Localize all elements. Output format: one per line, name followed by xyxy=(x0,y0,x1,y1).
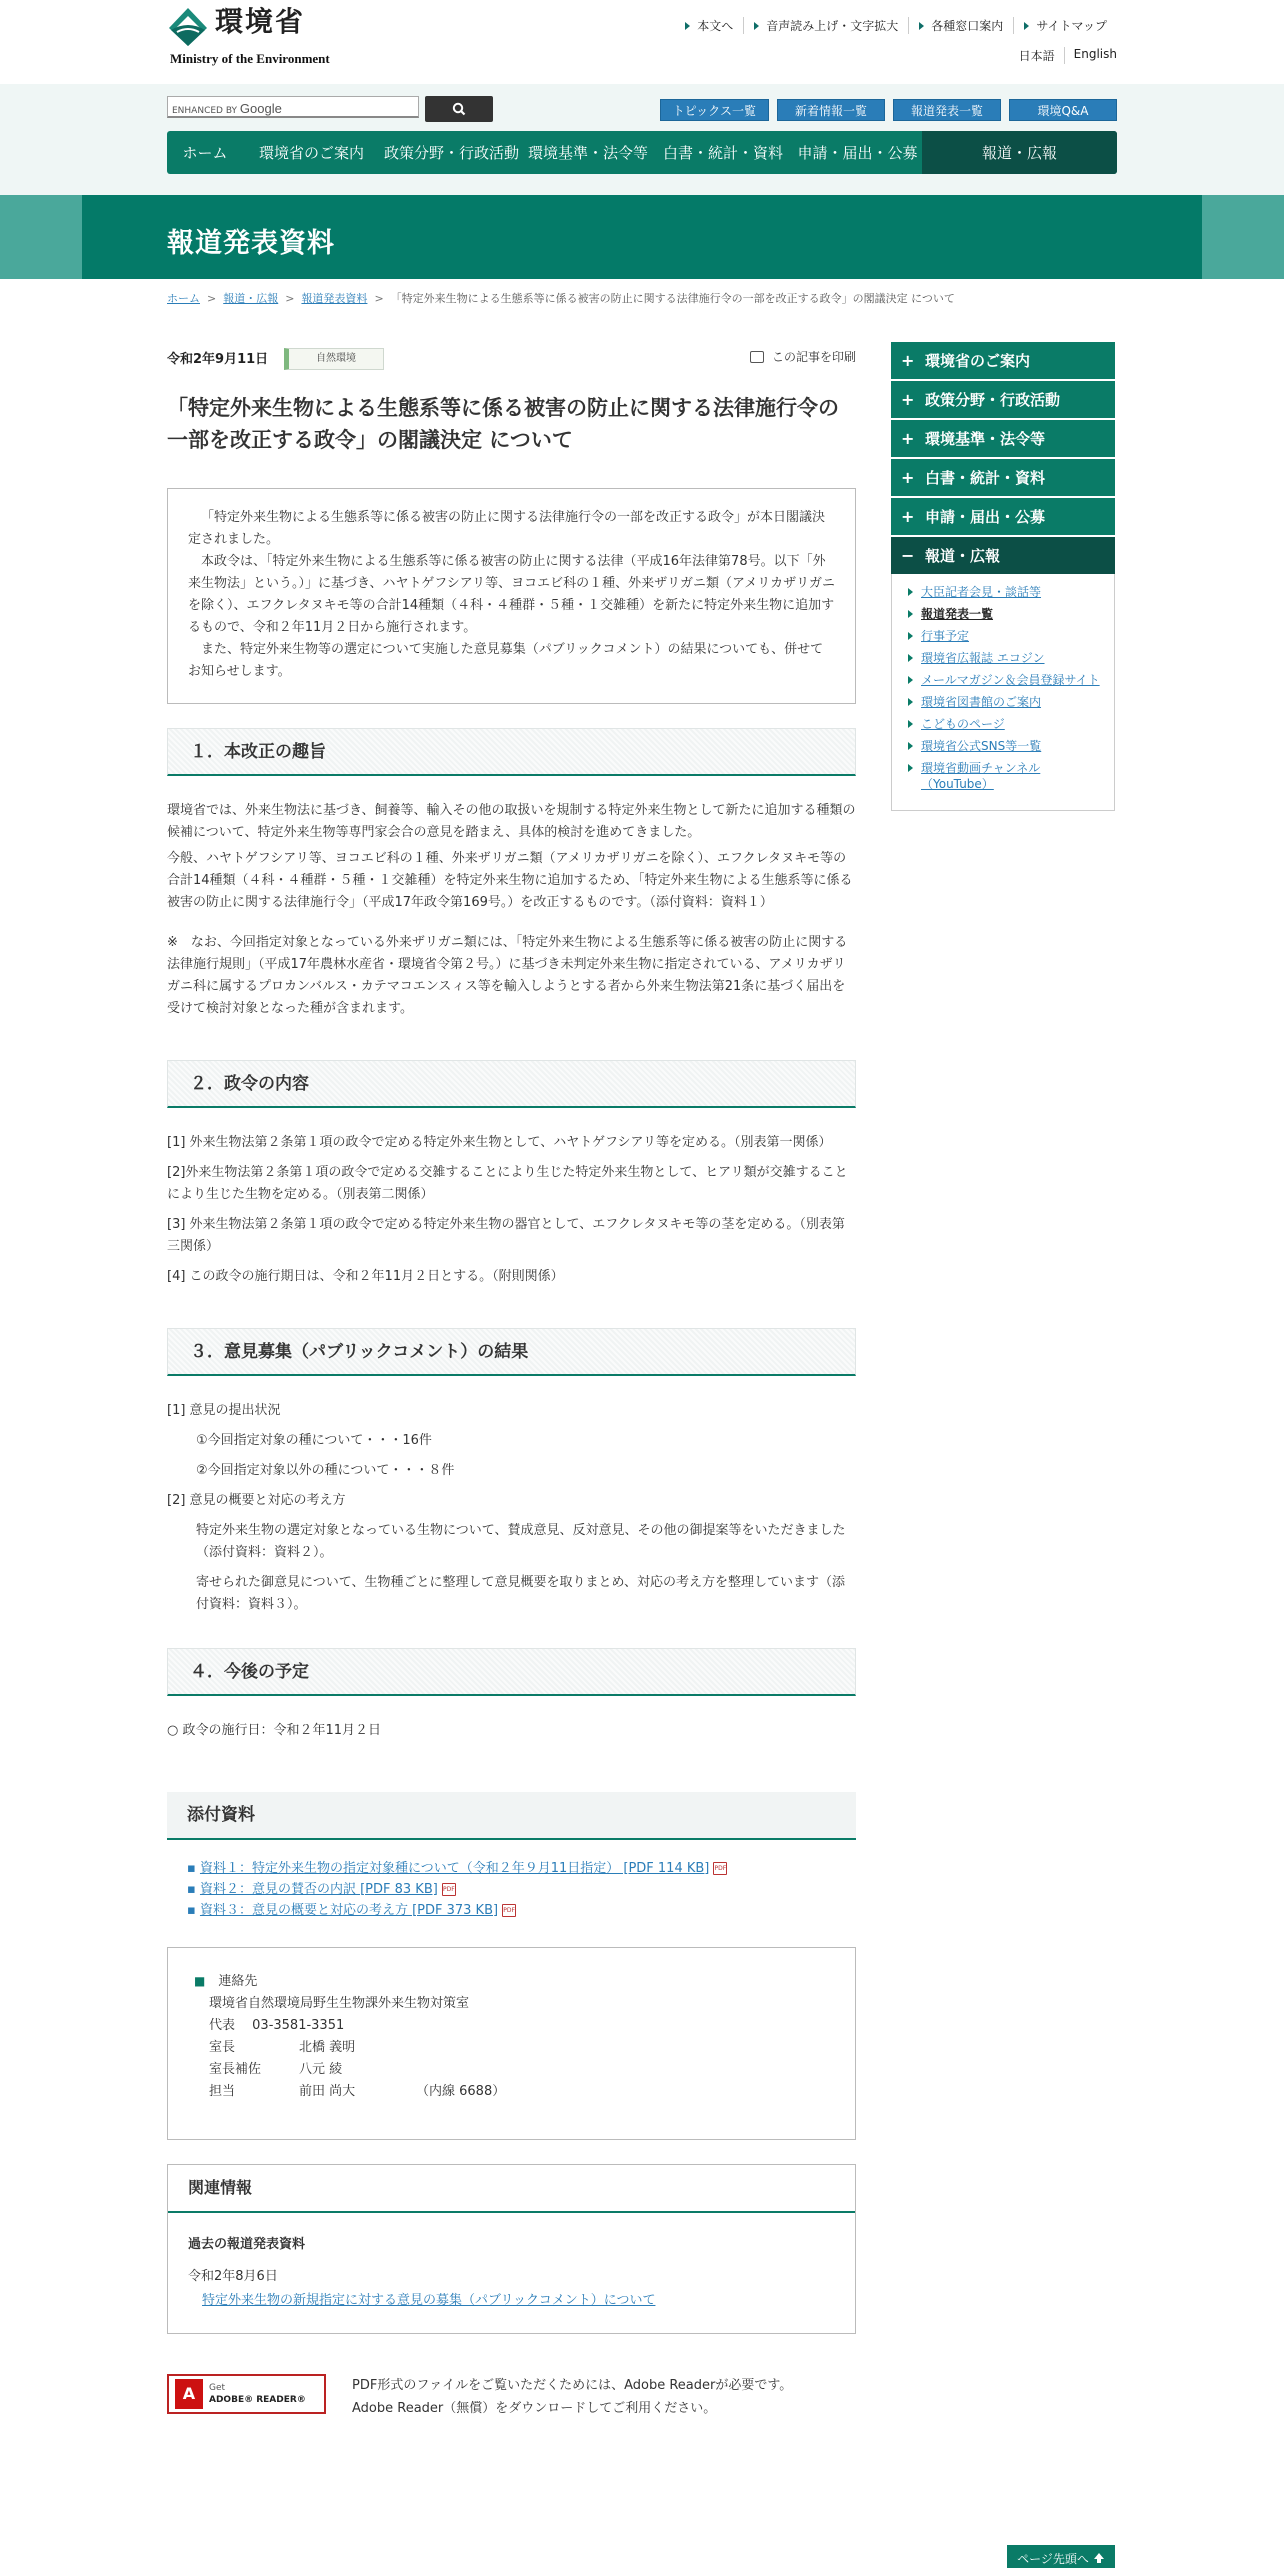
lang-japanese[interactable]: 日本語 xyxy=(1018,49,1055,63)
adobe-line-2: Adobe Reader（無償）をダウンロードしてご利用ください。 xyxy=(352,2401,717,2416)
search-icon xyxy=(452,102,466,116)
plus-icon: + xyxy=(901,390,915,409)
plus-icon: + xyxy=(901,468,915,487)
logo-title: 環境省 xyxy=(215,5,306,38)
subnav-link-ecojin[interactable]: 環境省広報誌 エコジン xyxy=(908,650,1104,666)
sidebar-item-policy[interactable]: + 政策分野・行政活動 xyxy=(891,381,1115,418)
sidebar-item-press[interactable]: − 報道・広報 xyxy=(891,537,1115,574)
site-header xyxy=(0,0,1284,84)
attachment-link-1[interactable]: 資料１：特定外来生物の指定対象種について（令和２年９月11日指定） [PDF 114 KB] xyxy=(199,1861,710,1876)
gnav-publications[interactable]: 白書・統計・資料 xyxy=(662,144,783,162)
triangle-icon xyxy=(908,764,913,772)
contact-box: ■ 連絡先 環境省自然環境局野生生物課外来生物対策室 代表 03-3581-3351 室長 北橋 義明 室長補佐 八元 綾 担当 前田 尚大 （内線 6688） xyxy=(167,1947,856,2140)
sidebar xyxy=(891,342,1115,811)
triangle-icon xyxy=(908,632,913,640)
logo-mark-icon xyxy=(167,6,209,48)
subnav-link-events[interactable]: 行事予定 xyxy=(908,628,1104,644)
section-2-body: [1] 外来生物法第２条第１項の政令で定める特定外来生物として、ハヤトゲフシアリ等を定める。（別表第一関係） [2]外来生物法第２条第１項の政令で定める交雑することにより生じた特定外来生物として、ヒアリ類が交雑することにより生じた生物を定める。（別表第二関係） [3] 外来生物法第２条第１項の政令で定める特定外来生物の器官として、エフクレタヌキモ等の茎を定める。（別表第三関係） [4] この政令の施行期日は、令和２年11月２日とする。（附則関係） xyxy=(167,1135,848,1284)
breadcrumb-home[interactable]: ホーム xyxy=(167,292,200,305)
related-subheading: 過去の報道発表資料 xyxy=(188,2237,306,2252)
page-title-band xyxy=(0,195,1284,279)
minus-icon: − xyxy=(901,546,915,565)
triangle-icon xyxy=(908,676,913,684)
related-heading: 関連情報 xyxy=(168,2165,855,2213)
subnav-link-mailmagazine[interactable]: メールマガジン＆会員登録サイト xyxy=(908,672,1104,688)
utility-nav xyxy=(675,17,1117,34)
gnav-policy[interactable]: 政策分野・行政活動 xyxy=(383,144,519,162)
subnav-link-kids[interactable]: こどものページ xyxy=(908,716,1104,732)
attachment-link-3[interactable]: 資料３：意見の概要と対応の考え方 [PDF 373 KB] xyxy=(199,1903,499,1918)
subnav-link-youtube[interactable]: 環境省動画チャンネル（YouTube） xyxy=(908,760,1104,792)
gnav-laws[interactable]: 環境基準・法令等 xyxy=(527,144,648,162)
attachments-list: ▪ 資料１：特定外来生物の指定対象種について（令和２年９月11日指定） [PDF 114 KB] PDF ▪ 資料２：意見の賛否の内訳 [PDF 83 KB] PDF ▪ 資料３：意見の概要と対応の考え方 [PDF 373 KB] PDF xyxy=(187,1861,727,1918)
related-info-box xyxy=(167,2164,856,2334)
breadcrumb: ホーム > 報道・広報 > 報道発表資料 > 「特定外来生物による生態系等に係る被害の防止に関する法律施行令の一部を改正する政令」の閣議決定 について xyxy=(167,292,955,305)
triangle-icon xyxy=(908,698,913,706)
sidebar-item-about[interactable]: + 環境省のご案内 xyxy=(891,342,1115,379)
breadcrumb-press-pr[interactable]: 報道・広報 xyxy=(223,292,279,305)
subnav-link-library[interactable]: 環境省図書館のご案内 xyxy=(908,694,1104,710)
triangle-icon xyxy=(919,22,924,30)
adobe-logo-icon: A xyxy=(175,2379,203,2409)
section-heading-3: ３．意見募集（パブリックコメント）の結果 xyxy=(167,1328,856,1376)
gnav-about[interactable]: 環境省のご案内 xyxy=(258,144,364,162)
section-heading-2: ２．政令の内容 xyxy=(167,1060,856,1108)
adobe-line-1: PDF形式のファイルをご覧いただくためには、Adobe Readerが必要です。 xyxy=(352,2378,793,2393)
triangle-icon xyxy=(908,588,913,596)
gnav-press[interactable]: 報道・広報 xyxy=(922,131,1117,174)
triangle-icon xyxy=(685,22,690,30)
breadcrumb-press-releases[interactable]: 報道発表資料 xyxy=(301,292,368,305)
pdf-icon: PDF xyxy=(442,1883,456,1896)
quick-link-qa[interactable]: 環境Q&A xyxy=(1009,99,1117,121)
arrow-up-icon xyxy=(1093,2552,1105,2564)
page-top-button[interactable]: ページ先頭へ xyxy=(1007,2545,1115,2568)
utility-link-accessibility[interactable]: 音声読み上げ・文字拡大 xyxy=(743,17,908,34)
triangle-icon xyxy=(908,742,913,750)
adobe-notice xyxy=(167,2374,856,2420)
print-button[interactable]: この記事を印刷 xyxy=(750,348,856,365)
language-switch xyxy=(1019,47,1117,64)
main-content xyxy=(167,346,856,2420)
plus-icon: + xyxy=(901,507,915,526)
contact-org: 環境省自然環境局野生生物課外来生物対策室 xyxy=(209,1996,470,2011)
quick-link-topics[interactable]: トピックス一覧 xyxy=(660,99,769,121)
site-search xyxy=(167,96,493,122)
subnav-link-sns[interactable]: 環境省公式SNS等一覧 xyxy=(908,738,1104,754)
plus-icon: + xyxy=(901,429,915,448)
sidebar-item-applications[interactable]: + 申請・届出・公募 xyxy=(891,498,1115,535)
quick-link-news[interactable]: 新着情報一覧 xyxy=(777,99,885,121)
breadcrumb-current: 「特定外来生物による生態系等に係る被害の防止に関する法律施行令の一部を改正する政令」の閣議決定 について xyxy=(390,292,955,305)
nav-band xyxy=(0,84,1284,195)
subnav-link-press-list[interactable]: 報道発表一覧 xyxy=(908,606,1104,622)
triangle-icon xyxy=(1024,22,1029,30)
contact-phone: 03-3581-3351 xyxy=(252,2018,345,2033)
triangle-icon xyxy=(908,654,913,662)
article-summary: 「特定外来生物による生態系等に係る被害の防止に関する法律施行令の一部を改正する政令」が本日閣議決定されました。 本政令は、「特定外来生物による生態系等に係る被害の防止に関する法律（平成16年法律第78号。以下「外来生物法」という。）」に基づき、ハヤトゲフシアリ等、ヨコエビ科の１種、外来ザリガニ類（アメリカザリガニを除く）、エフクレタヌキモ等の合計14種類（４科・４種群・５種・１交雑種）を新たに特定外来生物に追加するもので、令和２年11月２日から施行されます。 また、特定外来生物等の選定について実施した意見募集（パブリックコメント）の結果についても、併せてお知らせします。 xyxy=(167,488,856,704)
utility-link-skip[interactable]: 本文へ xyxy=(675,17,743,34)
section-heading-1: １．本改正の趣旨 xyxy=(167,728,856,776)
category-tag: 自然環境 xyxy=(284,348,384,370)
article-date: 令和2年9月11日 xyxy=(167,352,269,367)
related-link[interactable]: 特定外来生物の新規指定に対する意見の募集（パブリックコメント）について xyxy=(202,2293,656,2308)
section-4-body: ○ 政令の施行日：令和２年11月２日 xyxy=(167,1723,382,1738)
printer-icon xyxy=(750,351,764,363)
sidebar-item-laws[interactable]: + 環境基準・法令等 xyxy=(891,420,1115,457)
pdf-icon: PDF xyxy=(713,1862,727,1875)
triangle-icon xyxy=(908,720,913,728)
article-title: 「特定外来生物による生態系等に係る被害の防止に関する法律施行令の一部を改正する政令」の閣議決定 について xyxy=(167,396,839,452)
related-date: 令和2年8月6日 xyxy=(188,2269,278,2284)
page-title: 報道発表資料 xyxy=(167,228,335,259)
sidebar-subnav xyxy=(891,574,1115,811)
quick-links xyxy=(652,99,1117,121)
search-button[interactable] xyxy=(425,96,493,122)
sidebar-item-publications[interactable]: + 白書・統計・資料 xyxy=(891,459,1115,496)
plus-icon: + xyxy=(901,351,915,370)
section-heading-4: ４．今後の予定 xyxy=(167,1648,856,1696)
adobe-reader-badge[interactable]: A Get ADOBE® READER® xyxy=(167,2374,326,2414)
lang-english[interactable]: English xyxy=(1064,47,1117,64)
gnav-applications[interactable]: 申請・届出・公募 xyxy=(797,144,918,162)
section-3-body: [1] 意見の提出状況 ①今回指定対象の種について・・・16件 ②今回指定対象以外の種について・・・８件 [2] 意見の概要と対応の考え方 特定外来生物の選定対象となっている生物について、賛成意見、反対意見、その他の御提案等をいただきました（添付資料：資料２）。 寄せられた御意見について、生物種ごとに整理して意見概要を取りまとめ、対応の考え方を整理しています（添付資料：資料３）。 xyxy=(167,1403,846,1612)
attachments-heading: 添付資料 xyxy=(167,1792,856,1840)
gnav-home[interactable]: ホーム xyxy=(182,144,228,162)
utility-link-contacts[interactable]: 各種窓口案内 xyxy=(908,17,1013,34)
attachment-link-2[interactable]: 資料２：意見の賛否の内訳 [PDF 83 KB] xyxy=(199,1882,438,1897)
section-1-body: 環境省では、外来生物法に基づき、飼養等、輸入その他の取扱いを規制する特定外来生物として新たに追加する種類の候補について、特定外来生物等専門家会合の意見を踏まえ、具体的検討を進めてきました。 今般、ハヤトゲフシアリ等、ヨコエビ科の１種、外来ザリガニ類（アメリカザリガニを除く）、エフクレタヌキモ等の合計14種類（４科・４種群・５種・１交雑種）を特定外来生物に追加するため、「特定外来生物による生態系等に係る被害の防止に関する法律施行令」（平成17年政令第169号。）を改正するものです。（添付資料：資料１） ※ なお、今回指定対象となっている外来ザリガニ類には、「特定外来生物による生態系等に係る被害の防止に関する法律施行規則」（平成17年農林水産省・環境省令第２号。）に基づき未判定外来生物に指定されている、アメリカザリガニ科に属するプロカンバルス・カテマコエンスィス等を輸入しようとする者から外来生物法第21条に基づく届出を受けて検討対象となった種が含まれます。 xyxy=(167,803,856,1016)
subnav-link-press-conference[interactable]: 大臣記者会見・談話等 xyxy=(908,584,1104,600)
global-nav xyxy=(167,131,1117,174)
logo-subtitle: Ministry of the Environment xyxy=(170,51,330,66)
triangle-icon xyxy=(754,22,759,30)
contact-heading: 連絡先 xyxy=(218,1974,258,1989)
site-logo[interactable] xyxy=(167,5,330,66)
quick-link-press[interactable]: 報道発表一覧 xyxy=(893,99,1001,121)
pdf-icon: PDF xyxy=(502,1904,516,1917)
utility-link-sitemap[interactable]: サイトマップ xyxy=(1013,17,1117,34)
google-label: Google xyxy=(239,101,282,116)
search-input[interactable]: ENHANCED BY Google xyxy=(167,96,419,118)
triangle-icon xyxy=(908,610,913,618)
